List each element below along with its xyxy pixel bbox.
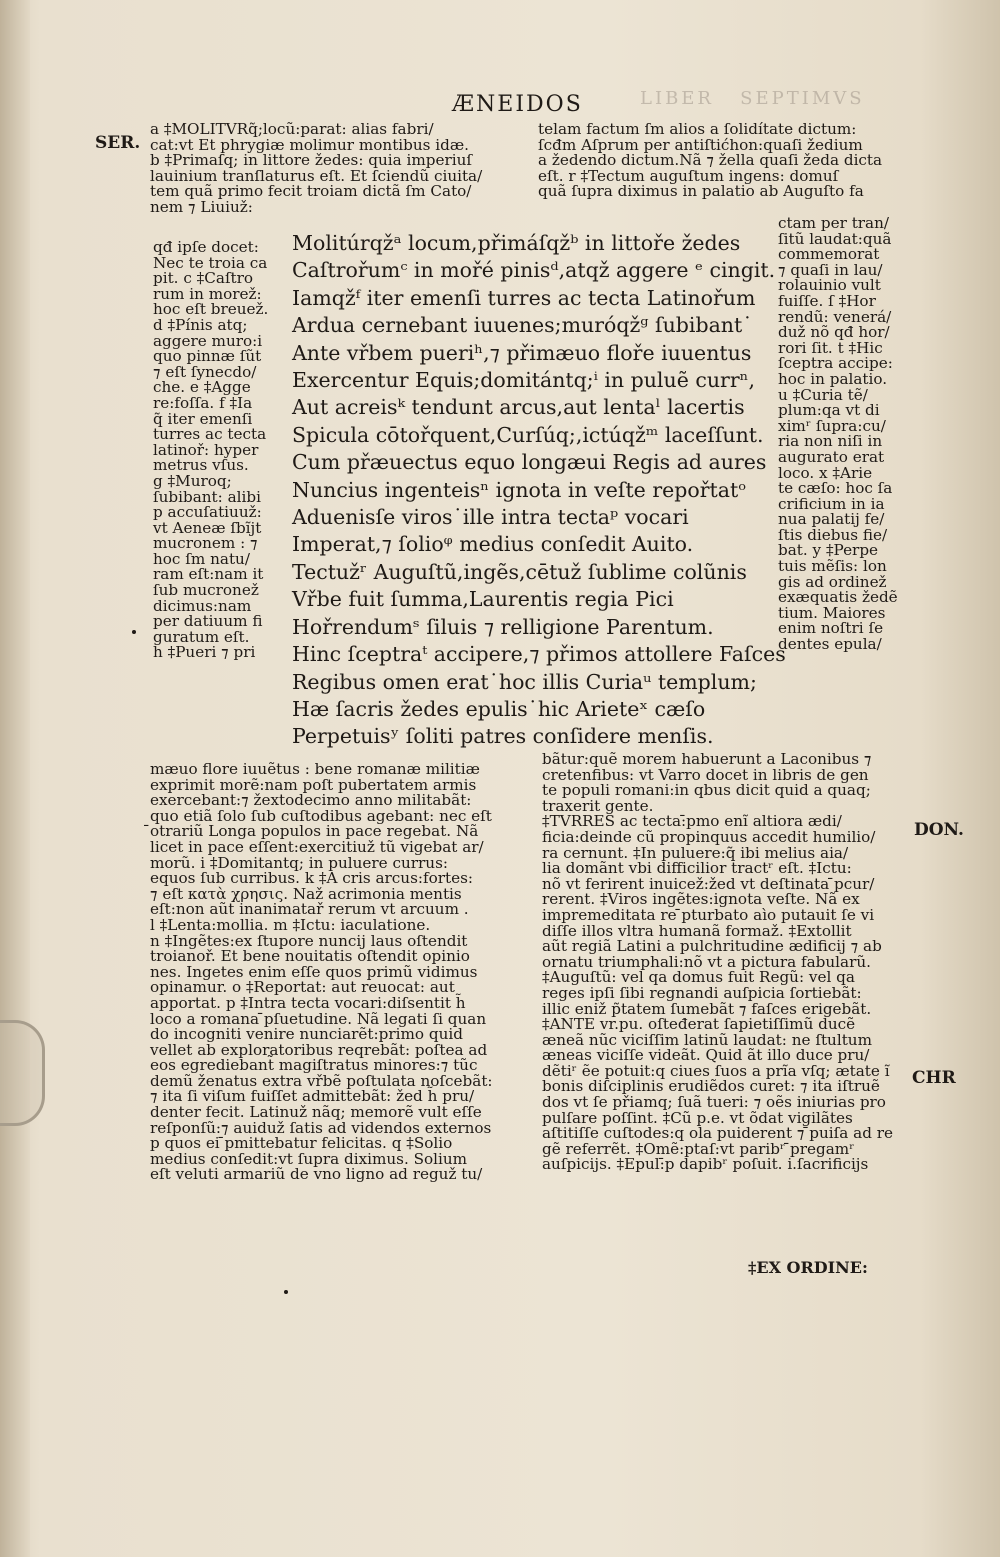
verse-line: Imperat,⁊ ſolioᵠ medius conſedit Auito. — [292, 532, 694, 557]
commentary-line: lia domãnt vbi difficilior tractʳ eſt. ‡Ictu: — [542, 859, 852, 878]
commentary-line: p quos ei ̄pmittebatur felicitas. q ‡Solio — [150, 1134, 453, 1153]
commentary-line: b ‡Primaſq; in littore žedes: quia imperiuſ — [150, 151, 473, 170]
commentary-right-column — [778, 216, 898, 653]
commentary-line: augurato erat — [778, 447, 885, 466]
commentary-line: enim noſtri ſe — [778, 619, 884, 638]
commentary-line: rendũ: venerá/ — [778, 307, 892, 326]
commentary-line: eſt veluti armariũ de vno ligno ad reguž tu/ — [150, 1165, 483, 1184]
commentary-line: morũ. i ‡Domitantq; in puluere currus: — [150, 853, 448, 872]
commentary-line: nem ⁊ Liuiuž: — [150, 197, 253, 216]
commentary-line: a žedendo dictum.Nã ⁊ žella quaſi žeda dicta — [538, 151, 883, 170]
commentary-line: u ‡Curia tẽ/ — [778, 385, 868, 404]
commentary-line: quo pinnæ ſũt — [153, 347, 262, 366]
commentary-line: æneas viciſſe videãt. Quid ãt illo duce pru/ — [542, 1046, 870, 1065]
commentary-line: ‡TVRRES ac tecta:̄pmo enĩ altiora ædi/ — [542, 812, 842, 831]
commentary-line: gis ad ordinež — [778, 572, 887, 591]
commentary-line: telam factum ſm alios a ſolidítate dictum: — [538, 120, 857, 138]
commentary-line: bat. y ‡Perpe — [778, 541, 879, 560]
commentary-line: mæuo flore iuuẽtus : bene romanæ militiæ — [150, 760, 480, 778]
commentary-line: cretenfibus: vt Varro docet in libris de gen — [542, 765, 869, 784]
commentary-line: exercebant:⁊ žextodecimo anno militabãt: — [150, 791, 472, 810]
commentary-line: ctam per tran/ — [778, 214, 890, 232]
verse-line: Molitúrqžᵃ locum,přimáſqžᵇ in littoře žedes — [292, 231, 741, 255]
book-clasp — [0, 1020, 45, 1126]
commentary-top-left — [150, 122, 482, 216]
commentary-line: te cæſo: hoc ſa — [778, 479, 893, 498]
commentary-line: che. e ‡Agge — [153, 378, 251, 397]
commentary-line: ram eſt:nam it — [153, 565, 264, 584]
commentary-line: do incogniti venire nunciarẽt:primo quid — [150, 1025, 463, 1044]
commentary-line: turres ac tecta — [153, 425, 267, 444]
commentary-line: reges ipſi ſibi regnandi auſpicia ſortiebãt: — [542, 983, 862, 1002]
commentary-line: ſceptra accipe: — [778, 354, 893, 373]
commentary-line: rori ſit. t ‡Hic — [778, 338, 883, 357]
commentary-line: d ‡Pínis atq; — [153, 315, 248, 334]
show-through-text: LIBER SEPTIMVS — [640, 88, 865, 109]
commentary-top-right — [538, 122, 882, 200]
commentary-line: latinoř: hyper — [153, 440, 259, 459]
commentary-line: nua palatij fe/ — [778, 510, 885, 529]
commentary-line: vt Aeneæ ſbĩjt — [153, 518, 262, 537]
commentary-line: rerent. ‡Viros ingẽtes:ignota veſte. Nã ex — [542, 890, 860, 909]
commentary-line: nes. Ingetes enim eſſe quos primũ vidimus — [150, 962, 478, 981]
commentary-line: eſt:non aũt inanimatař rerum vt arcuum . — [150, 900, 469, 919]
verse-line: Hæ ſacris žedes epulis˙hic Arieteˣ cæſo — [292, 696, 706, 721]
commentary-line: illic eniž p̃tatem ſumebãt ⁊ faſces erigebãt. — [542, 999, 872, 1018]
verse-text — [292, 230, 786, 751]
commentary-line: pulſare poſſint. ‡Cũ p.e. vt õdat vigilãtes — [542, 1108, 853, 1127]
commentary-line: eos egrediebant̃ magiſtratus minores:⁊ tũc — [150, 1056, 478, 1075]
commentary-line: aſtitiſſe cuſtodes:q ola puiderent ⁊ ̄puiſa ad re — [542, 1124, 893, 1143]
commentary-line: lauinium tranſlaturus eſt. Et ſciendũ ciuita/ — [150, 166, 483, 185]
commentary-line: a ‡MOLITVRq̃;locũ:parat: alias fabri/ — [150, 120, 434, 138]
commentary-line: reſponſũ:⁊ auiduž ſatis ad videndos externos — [150, 1118, 492, 1137]
commentary-line: aũt regiã Latini a pulchritudine ædificij ⁊ ab — [542, 937, 882, 956]
commentary-bottom-right — [542, 752, 893, 1173]
verse-line: Exercentur Equis;domitántq;ⁱ in puluẽ currⁿ, — [292, 368, 756, 393]
commentary-line: commemorat — [778, 245, 880, 264]
commentary-line: loco a romana ̄pſuetudine. Nã legati ſi quan — [150, 1009, 487, 1028]
commentary-line: opinamur. o ‡Reportat: aut reuocat: aut — [150, 978, 455, 997]
commentary-line: dentes epula/ — [778, 635, 882, 654]
commentary-line: p accuſatiuuž: — [153, 503, 262, 522]
commentary-line: rolauinio vult — [778, 276, 881, 295]
commentary-line: impremeditata re ̄pturbato aìo putauit ſe vi — [542, 905, 875, 924]
commentary-line: quã ſupra diximus in palatio ab Auguſto fa — [538, 182, 864, 201]
verse-line: Vřbe fuit ſumma,Laurentis regia Pici — [292, 587, 674, 612]
verse-line: Ante vřbem pueriʰ,⁊ přimæuo floře iuuentus — [292, 340, 752, 365]
commentary-line: dẽtiʳ ẽe potuit:q ciues ſuos a prĩa vſq; ætate ĩ — [542, 1061, 890, 1080]
commentary-line: tuis mẽſis: lon — [778, 557, 887, 576]
verse-line: Caſtrořumᶜ in mořé pinisᵈ,atqž aggere ᵉ cingit. — [292, 258, 776, 283]
commentary-line: medius conſedit:vt ſupra diximus. Solium — [150, 1149, 468, 1168]
verse-line: Cum přæuectus equo longæui Regis ad aures — [292, 450, 767, 475]
commentary-line: h ‡Pueri ⁊ pri — [153, 643, 256, 662]
commentary-line: n ‡Ingẽtes:ex ſtupore nuncij laus oſtendit — [150, 931, 468, 950]
commentary-line: ⁊ eſt ſynecdo/ — [153, 362, 257, 381]
commentary-line: equos ſub curribus. k ‡A cris arcus:fortes: — [150, 869, 474, 888]
commentary-line: q̃ iter emenſi — [153, 409, 253, 428]
margin-label-chr: CHR — [912, 1068, 956, 1088]
commentary-left-column — [153, 240, 268, 661]
commentary-line: dos vt ſe přiamq; ſuã tueri: ⁊ oẽs iniurias pro — [542, 1093, 886, 1112]
commentary-line: metrus vſus. — [153, 456, 249, 475]
verse-line: Iamqžᶠ iter emenſi turres ac tecta Latinořum — [292, 285, 756, 310]
commentary-line: gẽ referrẽt. ‡Omẽ:ptaſ:vt paribʳ ̄pregamʳ — [542, 1139, 855, 1158]
commentary-line: cat:vt Et phrygiæ molimur montibus idæ. — [150, 135, 469, 154]
commentary-line: ⁊ eſt κατὰ χρησις. Naž acrimonia mentis — [150, 884, 462, 903]
verse-line: Tectužʳ Auguſtũ,ingẽs,cētuž ſublime colũnis — [292, 559, 747, 584]
commentary-line: ſtis diebus fie/ — [778, 525, 888, 544]
commentary-line: ximʳ ſupra:cu/ — [778, 416, 886, 435]
commentary-line: troianoř. Et bene nouitatis oſtendit opinio — [150, 947, 470, 966]
commentary-bottom-left — [150, 762, 493, 1183]
commentary-line: loco. x ‡Arie — [778, 463, 873, 482]
commentary-line: fuiſſe. ſ ‡Hor — [778, 291, 876, 310]
verse-line: Perpetuisʸ ſoliti patres conſidere menſis. — [292, 724, 714, 749]
commentary-line: te populi romani:in qbus dicit quid a quaq; — [542, 781, 871, 800]
commentary-line: exæquatis žedẽ — [778, 588, 898, 607]
verse-line: Aut acreisᵏ tendunt arcus,aut lentaˡ lacertis — [292, 395, 745, 420]
commentary-line: ⁊ ita ſi viſum fuiſſet admittebãt: žed h̃ pru/ — [150, 1087, 475, 1106]
margin-label-don: DON. — [914, 820, 964, 840]
commentary-line: nõ vt ferirent inuicež:žed vt deſtinata ̄pcur/ — [542, 874, 875, 893]
verse-line: Spicula cōtořquent,Curſúq;,ictúqžᵐ laceſſunt. — [292, 422, 764, 447]
commentary-line: ſubibant: alibi — [153, 487, 261, 506]
commentary-line: licet in pace eſſent:exercitiuž tũ vigebat ar/ — [150, 837, 484, 856]
verse-line: Nuncius ingenteisⁿ ignota in veſte repořtatᵒ — [292, 477, 747, 502]
catchword: ‡EX ORDINE: — [748, 1258, 868, 1277]
verse-line: Hinc ſceptraᵗ accipere,⁊ přimos attollere Faſces — [292, 642, 786, 667]
commentary-line: Nec te troia ca — [153, 253, 268, 272]
verse-line: Aduenisſe viros˙ille intra tectaᵖ vocari — [292, 505, 689, 530]
commentary-line: ſitũ laudat:quã — [778, 229, 892, 248]
commentary-line: qđ ipſe docet: — [153, 238, 259, 256]
commentary-line: dicimus:nam — [153, 596, 252, 615]
commentary-line: ria non niſi in — [778, 432, 883, 451]
commentary-line: exprimit morẽ:nam poſt pubertatem armis — [150, 775, 477, 794]
commentary-line: hoc ſm natu/ — [153, 549, 250, 568]
commentary-line: ‡Auguſtũ: vel qa domus fuit Regũ: vel qa — [542, 968, 855, 987]
commentary-line: ‡ANTE vr.pu. oſteđerat ſapietiſſimũ ducẽ — [542, 1015, 856, 1034]
commentary-line: g ‡Muroq; — [153, 471, 232, 490]
commentary-line: ornatu triumphali:nõ vt a pictura fabularũ. — [542, 952, 871, 971]
commentary-line: tem quã primo fecit troiam dictã ſm Cato/ — [150, 182, 472, 201]
commentary-line: bãtur:quẽ morem habuerunt a Laconibus ⁊ — [542, 750, 872, 768]
commentary-line: rum in morež: — [153, 284, 262, 303]
margin-mark — [132, 630, 136, 634]
margin-mark — [284, 1290, 288, 1294]
commentary-line: demũ ženatus extra vřbẽ poſtulata noſcebãt: — [150, 1071, 493, 1090]
commentary-line: ra cernunt. ‡In puluere:q̃ ibi melius aia/ — [542, 843, 849, 862]
commentary-line: l ‡Lenta:mollia. m ‡Ictu: iaculatione. — [150, 915, 431, 934]
commentary-line: duž nõ qđ hor/ — [778, 323, 890, 342]
commentary-line: bonis diſciplinis erudiẽdos curet: ⁊ ita iſtruẽ — [542, 1077, 880, 1096]
verse-line: Ardua cernebant iuuenes;muróqžᵍ ſubibant˙ — [292, 313, 753, 338]
commentary-line: ̄otrariũ Longa populos in pace regebat. Nã — [150, 822, 479, 841]
commentary-line: apportat. p ‡Intra tecta vocari:diſsentit h̃ — [150, 993, 466, 1012]
commentary-line: guratum eſt. — [153, 627, 250, 646]
margin-label-ser: SER. — [95, 133, 141, 153]
commentary-line: hoc in palatio. — [778, 369, 888, 388]
commentary-line: tium. Maiores — [778, 603, 886, 622]
commentary-line: hoc eſt breuež. — [153, 300, 269, 319]
verse-line: Regibus omen erat˙hoc illis Curiaᵘ templum; — [292, 669, 757, 694]
commentary-line: eſt. r ‡Tectum auguſtum ingens: domuſ — [538, 166, 839, 185]
verse-line: Hořrendumˢ ſiluis ⁊ relligione Parentum. — [292, 614, 714, 639]
commentary-line: plum:qa vt di — [778, 401, 880, 420]
running-header: ÆNEIDOS — [452, 92, 583, 117]
commentary-line: ſub mucronež — [153, 581, 259, 600]
commentary-line: vellet ab exploratoribus reqrebãt: poſtea ad — [150, 1040, 488, 1059]
commentary-line: quo etiã ſolo ſub cuſtodibus agebant: nec eſt — [150, 806, 492, 825]
commentary-line: pit. c ‡Caſtro — [153, 269, 254, 288]
commentary-line: per datiuum fi — [153, 612, 263, 631]
commentary-line: auſpicijs. ‡Epul:̄p dapibʳ poſuit. i.ſacrificijs — [542, 1155, 869, 1174]
commentary-line: re:foſſa. f ‡Ia — [153, 393, 253, 412]
commentary-line: mucronem : ⁊ — [153, 534, 258, 553]
commentary-line: ſcđm Aſprum per antiſtićhon:quaſi žedium — [538, 135, 863, 154]
commentary-line: ⁊ quaſi in lau/ — [778, 260, 883, 279]
commentary-line: diſſe illos vltra humanã formaž. ‡Extollit — [542, 921, 852, 940]
commentary-line: denter fecit. Latinuž nãq; memorẽ vult eſſe — [150, 1103, 482, 1122]
commentary-line: traxerit gente. — [542, 796, 654, 815]
commentary-line: æneã nũc viciſſim latinũ laudat: ne ſtultum — [542, 1030, 872, 1049]
commentary-line: ficia:deinde cũ propinquus accedit humilio/ — [542, 827, 876, 846]
commentary-line: aggere muro:i — [153, 331, 263, 350]
commentary-line: crificium in ia — [778, 494, 885, 513]
